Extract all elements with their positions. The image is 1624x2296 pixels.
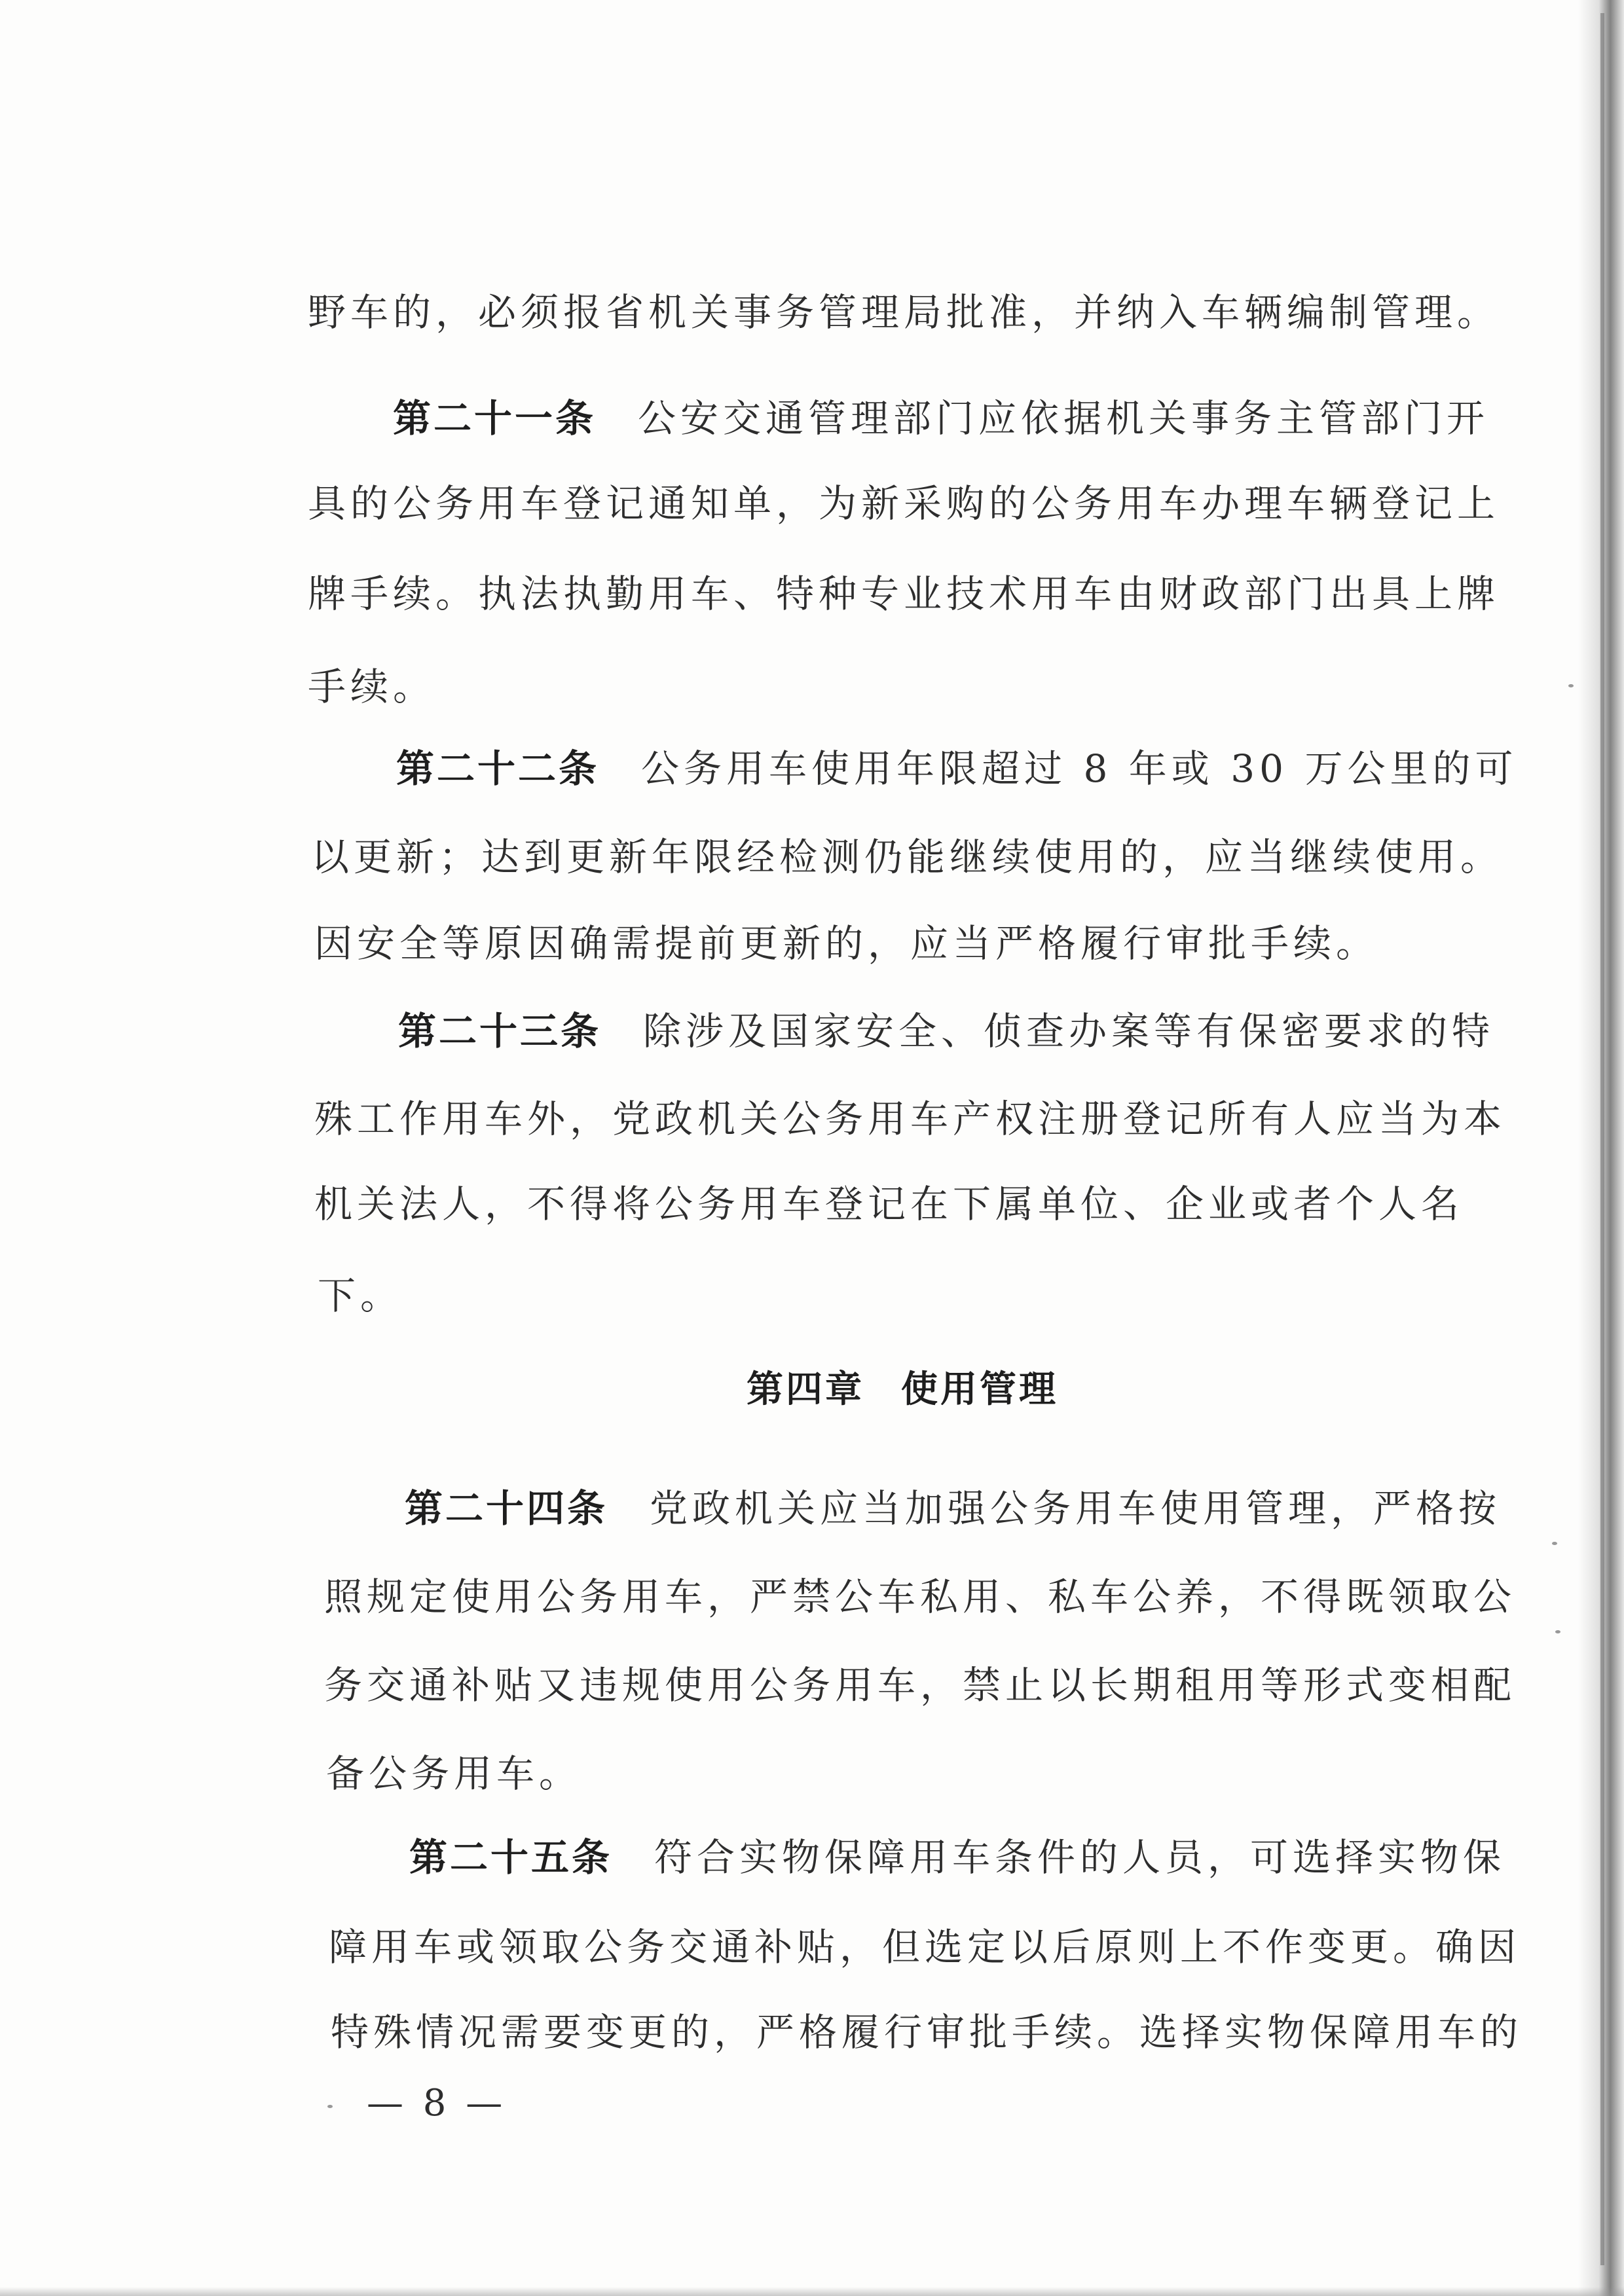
chapter-heading [747,1368,1058,1411]
text-line: 障用车或领取公务交通补贴，但选定以后原则上不作变更。确因 [329,1925,1521,1969]
article-23-line: 第二十三条 除涉及国家安全、侦查办案等有保密要求的特 [398,1009,1495,1053]
text-line: 下。 [318,1273,403,1318]
bottom-edge [0,2287,1624,2296]
article-24-line: 第二十四条 党政机关应当加强公务用车使用管理，严格按 [405,1486,1502,1531]
chapter-number: 第四章 [747,1368,864,1411]
text-line: 野车的，必须报省机关事务管理局批准，并纳入车辆编制管理。 [308,290,1500,335]
text-line: 特殊情况需要变更的，严格履行审批手续。选择实物保障用车的 [331,2010,1523,2054]
binding-edge [1600,13,1604,2265]
text-line: 殊工作用车外，党政机关公务用车产权注册登记所有人应当为本 [314,1097,1507,1141]
chapter-title: 使用管理 [901,1368,1058,1411]
scan-speck [1552,1542,1557,1545]
scan-speck [1568,684,1574,687]
article-number: 第二十一条 [393,396,597,441]
text-line: 具的公务用车登记通知单，为新采购的公务用车办理车辆登记上 [308,481,1500,526]
article-number: 第二十三条 [398,1009,602,1053]
text-line: 牌手续。执法执勤用车、特种专业技术用车由财政部门出具上牌 [308,572,1500,616]
scan-speck [327,2105,333,2108]
article-22-line: 第二十二条 公务用车使用年限超过 8 年或 30 万公里的可 [396,746,1518,791]
text-line: 务交通补贴又违规使用公务用车，禁止以长期租用等形式变相配 [324,1663,1517,1707]
article-25-line: 第二十五条 符合实物保障用车条件的人员，可选择实物保 [409,1835,1506,1880]
article-number: 第二十五条 [409,1835,613,1880]
article-number: 第二十四条 [405,1486,608,1531]
scan-speck [1555,1630,1560,1633]
text-line: 照规定使用公务用车，严禁公车私用、私车公养，不得既领取公 [324,1575,1517,1619]
page-number: — 8 — [367,2082,507,2124]
text-line: 手续。 [308,665,436,709]
article-number: 第二十二条 [396,746,600,791]
text-line: 以更新；达到更新年限经检测仍能继续使用的，应当继续使用。 [311,835,1504,879]
text-line: 备公务用车。 [326,1751,582,1796]
text-line: 机关法人，不得将公务用车登记在下属单位、企业或者个人名 [314,1182,1464,1226]
article-21-line: 第二十一条 公安交通管理部门应依据机关事务主管部门开 [393,396,1490,441]
text-line: 因安全等原因确需提前更新的，应当严格履行审批手续。 [314,921,1379,966]
